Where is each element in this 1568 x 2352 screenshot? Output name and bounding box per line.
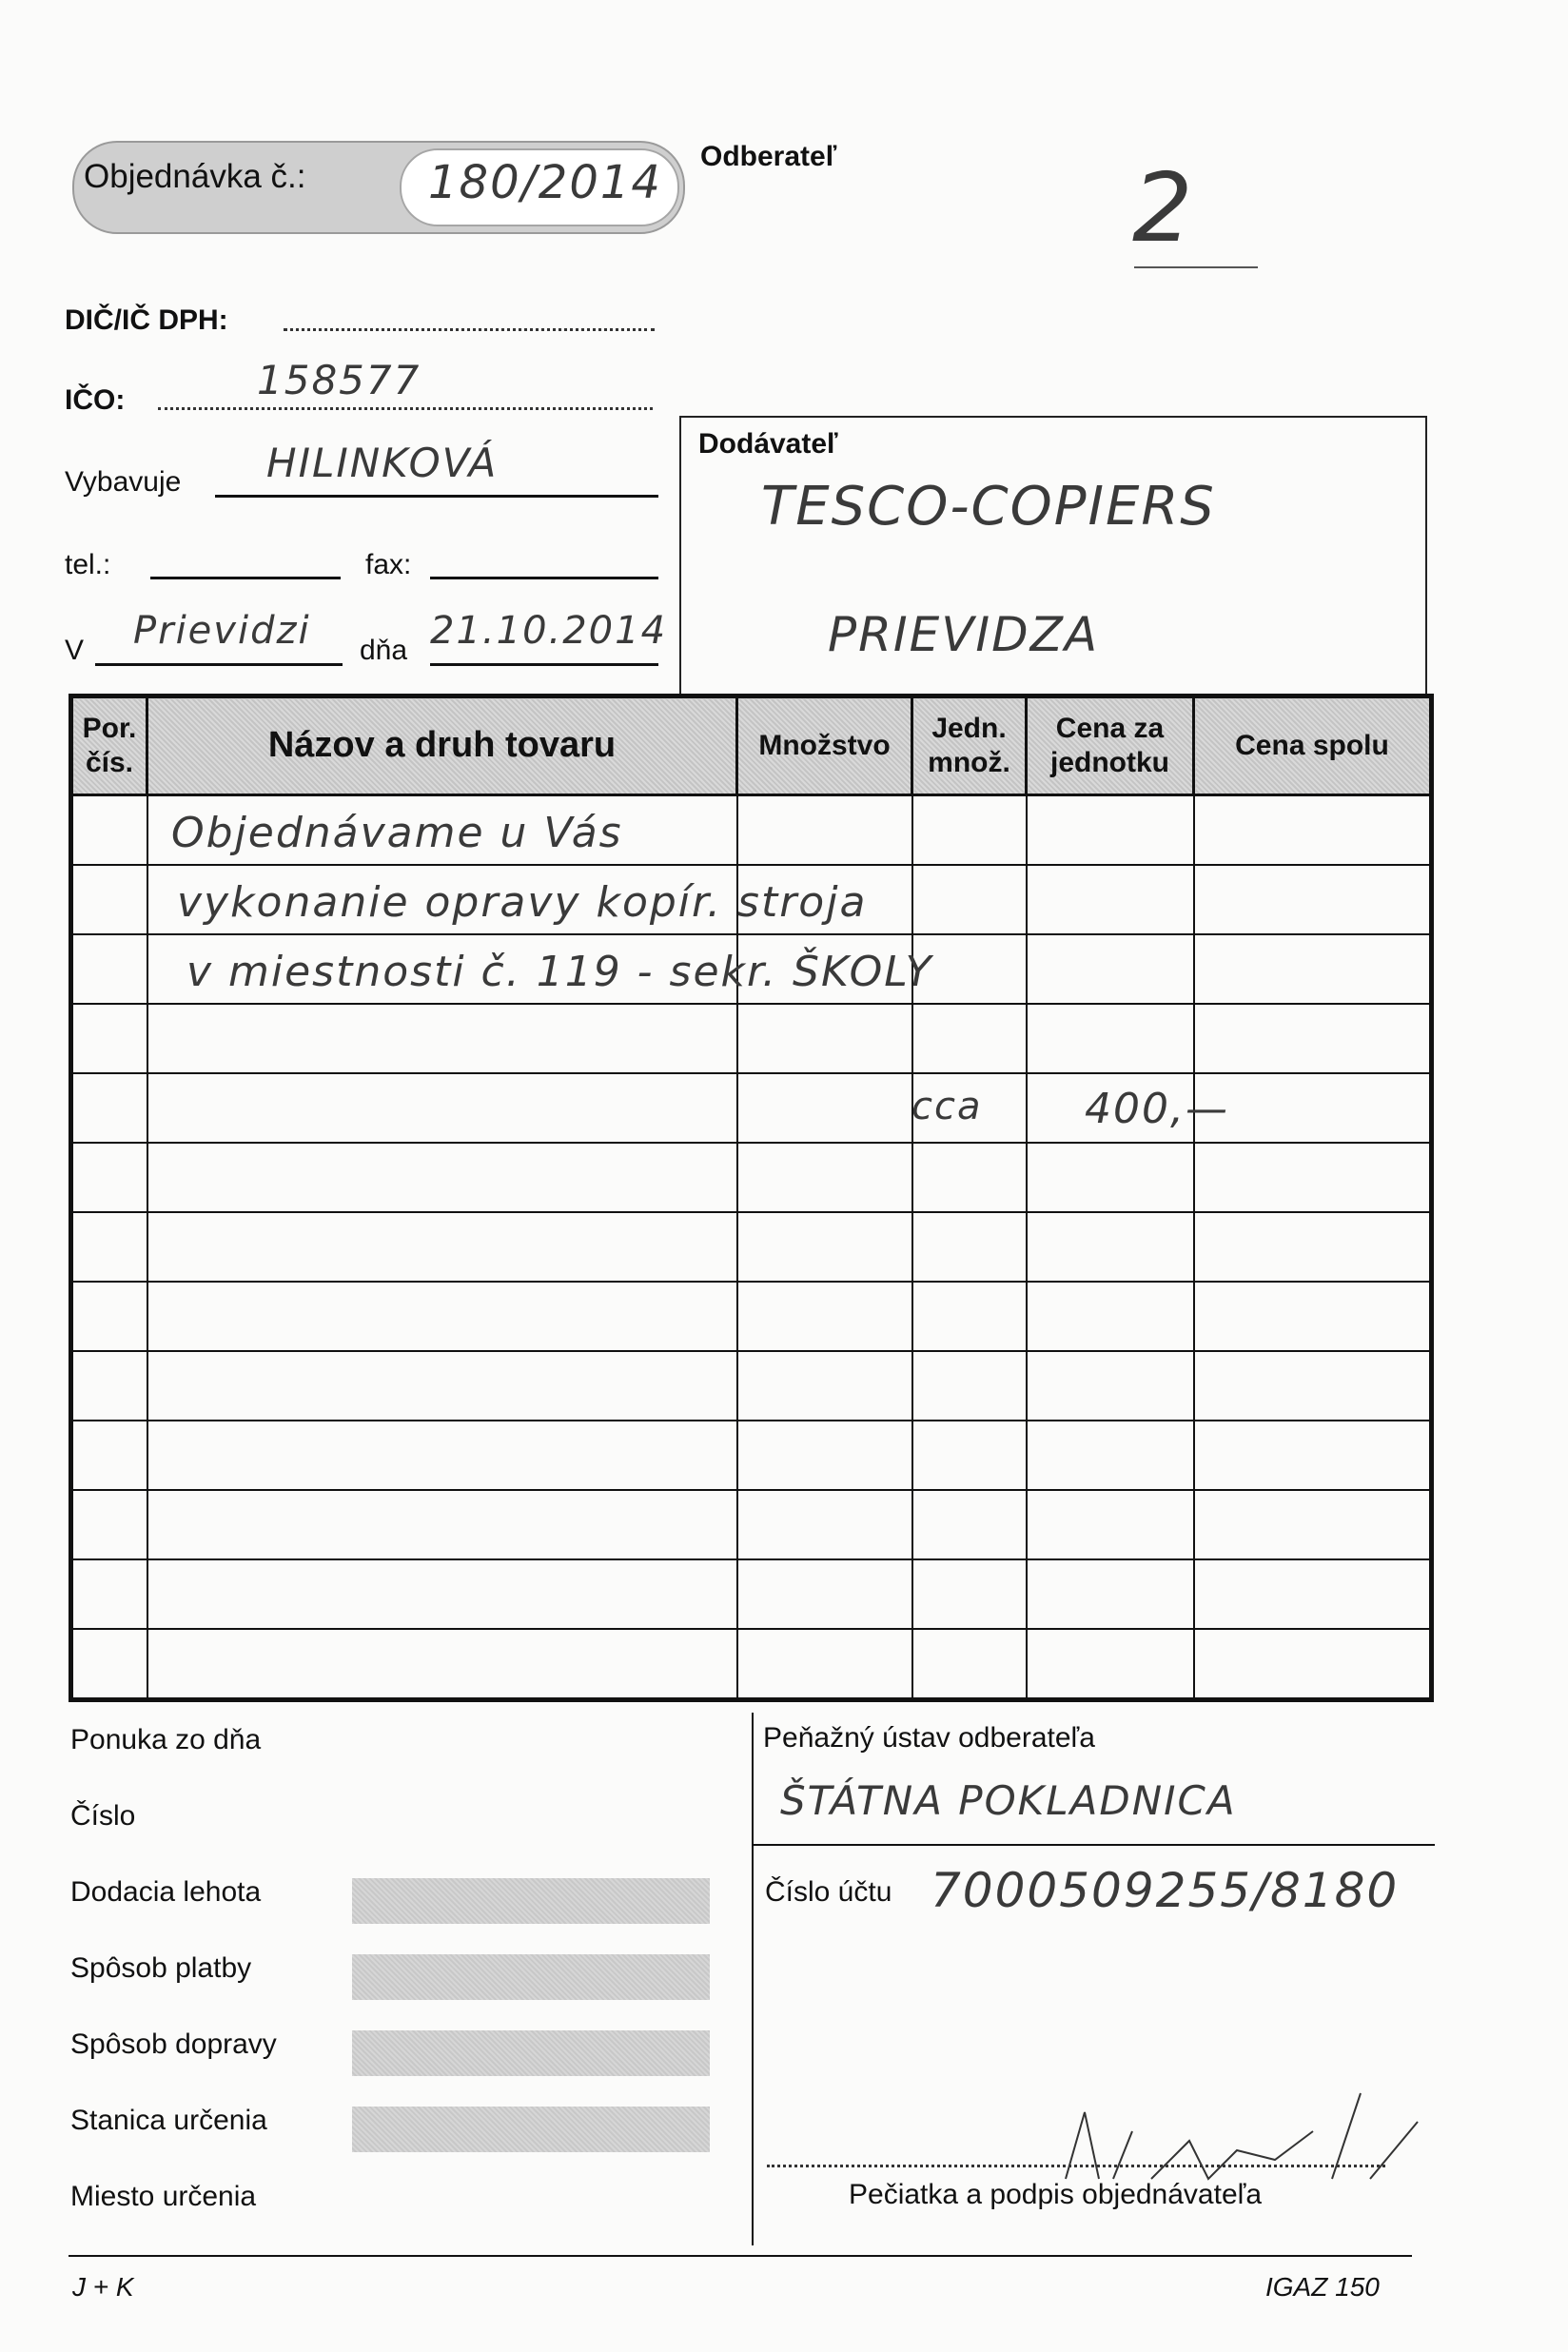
approx-label: cca xyxy=(911,1085,983,1128)
dic-line xyxy=(284,328,655,331)
table-row xyxy=(71,1212,1432,1282)
bank-value: ŠTÁTNA POKLADNICA xyxy=(780,1777,1237,1824)
col-order-no: Por. čís. xyxy=(71,696,147,795)
ico-label: IČO: xyxy=(65,384,126,416)
ico-line xyxy=(158,407,653,410)
ico-value: 158577 xyxy=(257,357,421,403)
destination-station-label: Stanica určenia xyxy=(70,2105,267,2136)
payment-method-label: Spôsob platby xyxy=(70,1952,252,1984)
col-quantity: Množstvo xyxy=(737,696,912,795)
item-line-1: Objednávame u Vás xyxy=(171,809,623,857)
handled-by-line xyxy=(215,495,658,498)
corner-mark: 2 xyxy=(1132,152,1195,264)
account-label: Číslo účtu xyxy=(765,1876,892,1908)
table-row xyxy=(71,1559,1432,1629)
col-item-name: Názov a druh tovaru xyxy=(147,696,737,795)
bank-label: Peňažný ústav odberateľa xyxy=(763,1722,1095,1754)
dic-label: DIČ/IČ DPH: xyxy=(65,304,228,336)
item-line-3: v miestnosti č. 119 - sekr. ŠKOLY xyxy=(186,948,933,996)
date-line xyxy=(430,663,658,666)
place-line xyxy=(95,663,343,666)
payment-method-field xyxy=(352,1954,710,2000)
corner-mark-underline xyxy=(1134,266,1258,268)
place-label: V xyxy=(65,635,85,666)
table-row xyxy=(71,1421,1432,1490)
supplier-label: Dodávateľ xyxy=(698,428,838,460)
signature-line xyxy=(767,2165,1385,2167)
item-line-2: vykonanie opravy kopír. stroja xyxy=(177,878,868,927)
handled-by-label: Vybavuje xyxy=(65,466,182,498)
number-label: Číslo xyxy=(70,1800,136,1832)
delivery-term-field xyxy=(352,1878,710,1924)
fax-label: fax: xyxy=(365,549,412,580)
offer-date-label: Ponuka zo dňa xyxy=(70,1724,262,1755)
handled-by-value: HILINKOVÁ xyxy=(266,440,499,486)
col-unit-price: Cena za jednotku xyxy=(1027,696,1194,795)
form-code: IGAZ 150 xyxy=(1265,2272,1380,2302)
supplier-name: TESCO-COPIERS xyxy=(761,476,1216,538)
destination-place-label: Miesto určenia xyxy=(70,2181,257,2212)
supplier-city: PRIEVIDZA xyxy=(828,607,1100,662)
footer-divider xyxy=(752,1713,754,2245)
table-row xyxy=(71,1490,1432,1559)
approx-price: 400,— xyxy=(1085,1085,1229,1133)
table-row xyxy=(71,1143,1432,1212)
date-label: dňa xyxy=(360,635,408,666)
transport-method-label: Spôsob dopravy xyxy=(70,2029,277,2060)
tel-label: tel.: xyxy=(65,549,111,580)
table-row xyxy=(71,1351,1432,1421)
place-value: Prievidzi xyxy=(133,609,311,653)
delivery-term-label: Dodacia lehota xyxy=(70,1876,262,1908)
account-value: 7000509255/8180 xyxy=(931,1863,1400,1918)
col-total-price: Cena spolu xyxy=(1194,696,1432,795)
order-number-value: 180/2014 xyxy=(428,156,662,209)
bottom-rule xyxy=(69,2255,1412,2257)
transport-method-field xyxy=(352,2030,710,2076)
order-label: Objednávka č.: xyxy=(84,158,306,195)
destination-station-field xyxy=(352,2107,710,2152)
table-row xyxy=(71,1282,1432,1351)
table-row xyxy=(71,1004,1432,1073)
bank-line xyxy=(752,1844,1435,1846)
table-row xyxy=(71,1629,1432,1700)
publisher-mark: J + K xyxy=(72,2272,134,2302)
table-header-row xyxy=(71,696,1432,795)
date-value: 21.10.2014 xyxy=(430,609,668,653)
tel-line xyxy=(150,577,341,579)
signature-label: Pečiatka a podpis objednávateľa xyxy=(849,2179,1263,2210)
fax-line xyxy=(430,577,658,579)
col-unit: Jedn. množ. xyxy=(912,696,1027,795)
customer-heading: Odberateľ xyxy=(700,141,837,172)
